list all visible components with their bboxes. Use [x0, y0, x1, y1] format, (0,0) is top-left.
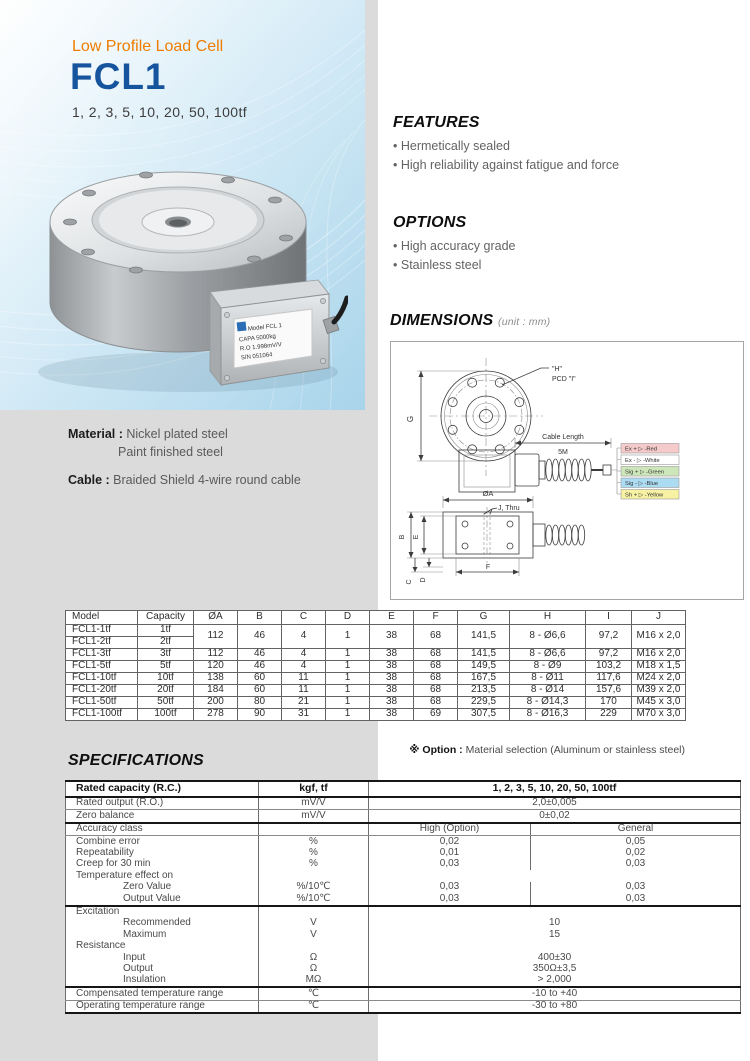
dimension-cell: 68 [414, 685, 458, 697]
spec-row [66, 975, 741, 987]
spec-label-cell: Zero balance [66, 810, 259, 823]
dimension-cell: M18 x 1,5 [632, 661, 686, 673]
spec-row [66, 918, 741, 929]
dimension-cell: 11 [282, 685, 326, 697]
model-cell: FCL1-100tf [66, 709, 138, 721]
spec-value-cell: 400±30 [369, 952, 741, 963]
spec-header-value: 1, 2, 3, 5, 10, 20, 50, 100tf [369, 781, 741, 797]
spec-header-row [66, 781, 741, 797]
spec-value-general-cell: 0,03 [531, 882, 741, 893]
material-value-2: Paint finished steel [118, 445, 223, 460]
spec-value-cell [369, 941, 741, 952]
cable-value: Braided Shield 4-wire round cable [113, 473, 301, 488]
svg-text:D: D [420, 577, 427, 583]
dimension-cell: 97,2 [586, 649, 632, 661]
spec-unit-cell [259, 870, 369, 881]
dimension-cell: 38 [370, 697, 414, 709]
model-table-row [66, 649, 686, 661]
option-item: • Stainless steel [393, 256, 516, 275]
cable [334, 298, 347, 322]
spec-label-cell: Compensated temperature range [66, 987, 259, 1000]
spec-unit-cell: % [259, 836, 369, 848]
dimension-cell: 200 [194, 697, 238, 709]
dimension-cell: 8 - Ø14 [510, 685, 586, 697]
spec-label-cell: Repeatability [76, 847, 134, 858]
spec-row [66, 952, 741, 963]
dimension-cell: 38 [370, 625, 414, 649]
options-list [393, 237, 516, 275]
spec-label-cell: Zero Value [123, 881, 172, 893]
model-table-row [66, 625, 686, 637]
spec-value-cell [369, 906, 741, 918]
svg-text:G: G [406, 415, 415, 423]
dimension-cell: 229,5 [458, 697, 510, 709]
model-table-header-cell: ØA [194, 611, 238, 625]
model-table-header-cell: Model [66, 611, 138, 625]
dimension-cell: 103,2 [586, 661, 632, 673]
dimension-cell: 68 [414, 697, 458, 709]
dimension-cell: 8 - Ø6,6 [510, 649, 586, 661]
spec-value-cell: 350Ω±3,5 [369, 963, 741, 974]
dimension-cell: 46 [238, 649, 282, 661]
spec-value-general-cell: 0,03 [531, 893, 741, 905]
material-block [68, 425, 301, 489]
dimension-cell: 60 [238, 673, 282, 685]
dimension-cell: M45 x 3,0 [632, 697, 686, 709]
model-cell: FCL1-50tf [66, 697, 138, 709]
svg-text:ØA: ØA [482, 489, 494, 498]
dimension-cell: 60 [238, 685, 282, 697]
spec-label-cell: Insulation [66, 975, 259, 987]
spec-value-high-cell: 0,03 [369, 893, 531, 905]
dimension-cell: 38 [370, 661, 414, 673]
svg-text:PCD "I": PCD "I" [552, 376, 576, 383]
dimension-cell: 68 [414, 649, 458, 661]
spec-unit-cell: % [259, 848, 369, 859]
model-cell: FCL1-20tf [66, 685, 138, 697]
feature-item: • High reliability against fatigue and force [393, 156, 619, 175]
svg-text:Sig - ▷ -Blue: Sig - ▷ -Blue [625, 481, 659, 487]
dimension-cell: M16 x 2,0 [632, 625, 686, 649]
spec-row [66, 870, 741, 881]
material-value-1: Nickel plated steel [126, 427, 228, 441]
dimension-cell: 69 [414, 709, 458, 721]
dimension-cell: 184 [194, 685, 238, 697]
dimension-cell: 8 - Ø6,6 [510, 625, 586, 649]
spec-unit-cell: ℃ [259, 987, 369, 1000]
spec-value-cell: 0±0,02 [369, 810, 741, 823]
spec-unit-cell: V [259, 929, 369, 940]
spec-value-high-cell: 0,01 [369, 848, 531, 859]
model-table-header-cell: Capacity [138, 611, 194, 625]
model-cell: FCL1-1tf [66, 625, 138, 637]
spec-value-cell: > 2,000 [369, 975, 741, 987]
spec-row [66, 906, 741, 918]
spec-value-high-cell: 0,03 [369, 882, 531, 893]
dimension-cell: 8 - Ø14,3 [510, 697, 586, 709]
spec-row [66, 848, 741, 859]
dimension-cell: 149,5 [458, 661, 510, 673]
dimension-cell: 38 [370, 673, 414, 685]
spec-label-cell: Resistance [76, 940, 126, 952]
dimension-cell: M24 x 2,0 [632, 673, 686, 685]
capacity-cell: 2tf [138, 637, 194, 649]
model-table-row [66, 661, 686, 673]
spec-header-unit: kgf, tf [259, 781, 369, 797]
product-subtitle: Low Profile Load Cell [72, 38, 224, 55]
dimension-cell: 1 [326, 625, 370, 649]
spec-label-cell: Recommended [123, 917, 191, 929]
capacity-cell: 10tf [138, 673, 194, 685]
dimension-cell: 8 - Ø11 [510, 673, 586, 685]
dimension-cell: 213,5 [458, 685, 510, 697]
product-photo [28, 142, 348, 404]
capacity-cell: 100tf [138, 709, 194, 721]
svg-text:Ex - ▷ -White: Ex - ▷ -White [625, 458, 660, 464]
dimension-cell: 1 [326, 661, 370, 673]
spec-label-cell: Operating temperature range [66, 1000, 259, 1013]
model-table-header-cell: I [586, 611, 632, 625]
dimension-cell: 4 [282, 649, 326, 661]
dimension-cell: 141,5 [458, 649, 510, 661]
dimension-cell: 167,5 [458, 673, 510, 685]
model-table-header-row [66, 611, 686, 625]
model-table-header-cell: H [510, 611, 586, 625]
spec-row [66, 893, 741, 905]
unit-note: (unit : mm) [498, 316, 551, 328]
svg-text:5M: 5M [558, 449, 568, 456]
dimension-cell: M39 x 2,0 [632, 685, 686, 697]
dimension-cell: 120 [194, 661, 238, 673]
capacity-cell: 50tf [138, 697, 194, 709]
spec-row [66, 859, 741, 870]
dimension-cell: 38 [370, 649, 414, 661]
spec-value-high-cell: 0,03 [369, 859, 531, 870]
dimension-cell: 157,6 [586, 685, 632, 697]
spec-value-high-cell: High (Option) [369, 823, 531, 836]
dimension-cell: 68 [414, 625, 458, 649]
capacity-cell: 1tf [138, 625, 194, 637]
svg-text:Ex + ▷ -Red: Ex + ▷ -Red [625, 446, 658, 453]
svg-text:"H": "H" [552, 366, 563, 373]
spec-row [66, 941, 741, 952]
spec-label-cell: Maximum [123, 928, 167, 940]
dimension-cell: 112 [194, 625, 238, 649]
spec-row [66, 963, 741, 974]
model-table-header-cell: C [282, 611, 326, 625]
model-table [65, 610, 686, 721]
dimension-cell: 46 [238, 661, 282, 673]
svg-text:Cable Length: Cable Length [542, 434, 584, 441]
spec-value-cell: 10 [369, 918, 741, 929]
svg-text:C: C [406, 579, 413, 585]
dimension-cell: 31 [282, 709, 326, 721]
spec-label-cell: Excitation [76, 905, 120, 917]
svg-text:J, Thru: J, Thru [498, 505, 520, 512]
model-cell: FCL1-2tf [66, 637, 138, 649]
dimension-cell: 1 [326, 709, 370, 721]
spec-value-cell: 2,0±0,005 [369, 797, 741, 810]
spec-label-cell: Output Value [66, 893, 259, 905]
dimension-cell: 112 [194, 649, 238, 661]
dimension-cell: 11 [282, 673, 326, 685]
model-cell: FCL1-3tf [66, 649, 138, 661]
dimensions-heading: DIMENSIONS (unit : mm) [390, 312, 551, 329]
dimension-cell: M16 x 2,0 [632, 649, 686, 661]
model-table-header-cell: E [370, 611, 414, 625]
model-cell: FCL1-5tf [66, 661, 138, 673]
dimension-cell: 46 [238, 625, 282, 649]
model-table-header-cell: F [414, 611, 458, 625]
material-line [68, 425, 301, 443]
dimension-cell: 97,2 [586, 625, 632, 649]
dimension-cell: 8 - Ø16,3 [510, 709, 586, 721]
hero-panel [0, 0, 365, 410]
material-label: Material : [68, 427, 123, 441]
dimension-cell: 68 [414, 673, 458, 685]
dimension-cell: 1 [326, 697, 370, 709]
spec-unit-cell [259, 906, 369, 918]
spec-unit-cell [259, 823, 369, 836]
product-model-title: FCL1 [70, 56, 167, 97]
dimension-cell: 38 [370, 685, 414, 697]
spec-value-general-cell: 0,05 [531, 836, 741, 848]
spec-row [66, 836, 741, 848]
spec-value-high-cell: 0,02 [369, 836, 531, 848]
svg-text:S/N 051064: S/N 051064 [240, 352, 273, 362]
spec-unit-cell: Ω [259, 952, 369, 963]
dimension-cell: 1 [326, 673, 370, 685]
cable-label: Cable : [68, 473, 110, 488]
specifications-heading: SPECIFICATIONS [68, 752, 204, 769]
spec-label-cell: Input [123, 951, 146, 963]
dimension-cell: 141,5 [458, 625, 510, 649]
spec-label-cell: Temperature effect on [76, 869, 174, 881]
spec-row [66, 823, 741, 836]
model-table-row [66, 697, 686, 709]
model-table-header-cell: B [238, 611, 282, 625]
model-cell: FCL1-10tf [66, 673, 138, 685]
cable-line [68, 471, 301, 489]
option-item: • High accuracy grade [393, 237, 516, 256]
spec-value-general-cell: General [531, 823, 741, 836]
capacity-cell: 3tf [138, 649, 194, 661]
spec-unit-cell [259, 941, 369, 952]
option-note: ※ Option : Material selection (Aluminum or stainless steel) [409, 744, 685, 756]
dimension-cell: M70 x 3,0 [632, 709, 686, 721]
dimension-cell: 80 [238, 697, 282, 709]
dimension-cell: 90 [238, 709, 282, 721]
svg-text:Sh + ▷ -Yellow: Sh + ▷ -Yellow [625, 492, 664, 499]
svg-text:Sig + ▷ -Green: Sig + ▷ -Green [625, 469, 665, 476]
capacity-cell: 5tf [138, 661, 194, 673]
options-heading: OPTIONS [393, 214, 467, 231]
svg-text:B: B [399, 534, 406, 540]
spec-value-cell: -30 to +80 [369, 1000, 741, 1013]
dimension-cell: 117,6 [586, 673, 632, 685]
dimension-cell: 1 [326, 685, 370, 697]
dimension-cell: 38 [370, 709, 414, 721]
svg-text:E: E [413, 534, 420, 540]
dimension-cell: 21 [282, 697, 326, 709]
spec-value-cell: 15 [369, 929, 741, 940]
svg-text:CAPA 5000kg: CAPA 5000kg [238, 333, 277, 344]
dimension-cell: 68 [414, 661, 458, 673]
spec-label-cell: Rated output (R.O.) [66, 797, 259, 810]
dimension-cell: 307,5 [458, 709, 510, 721]
model-table-header-cell: G [458, 611, 510, 625]
features-list [393, 137, 619, 175]
spec-unit-cell: mV/V [259, 810, 369, 823]
dimensions-diagram [390, 341, 744, 600]
spec-row [66, 882, 741, 893]
dimension-cell: 1 [326, 649, 370, 661]
spec-value-general-cell: 0,02 [531, 848, 741, 859]
dimension-cell: 4 [282, 625, 326, 649]
spec-row [66, 810, 741, 823]
dimension-cell: 8 - Ø9 [510, 661, 586, 673]
spec-unit-cell: MΩ [259, 975, 369, 987]
specifications-table [65, 780, 741, 1014]
spec-value-cell: -10 to +40 [369, 987, 741, 1000]
spec-label-cell: Combine error [76, 835, 140, 847]
svg-text:Model FCL 1: Model FCL 1 [247, 323, 283, 333]
spec-row [66, 797, 741, 810]
model-table-row [66, 709, 686, 721]
model-table-header-cell: J [632, 611, 686, 625]
capacity-range: 1, 2, 3, 5, 10, 20, 50, 100tf [72, 104, 248, 120]
dimension-cell: 138 [194, 673, 238, 685]
spec-unit-cell: % [259, 859, 369, 870]
spec-label-cell: Accuracy class [66, 823, 259, 836]
dimension-cell: 4 [282, 661, 326, 673]
spec-value-general-cell: 0,03 [531, 859, 741, 870]
dimension-cell: 278 [194, 709, 238, 721]
spec-unit-cell: Ω [259, 963, 369, 974]
dimension-cell: 229 [586, 709, 632, 721]
model-table-row [66, 673, 686, 685]
spec-row [66, 1000, 741, 1013]
model-table-header-cell: D [326, 611, 370, 625]
spec-label-cell: Creep for 30 min [76, 858, 151, 870]
spec-unit-cell: ℃ [259, 1000, 369, 1013]
model-table-row [66, 685, 686, 697]
svg-text:R.O 1.998mV/V: R.O 1.998mV/V [239, 342, 283, 353]
spec-row [66, 987, 741, 1000]
spec-unit-cell: %/10℃ [259, 893, 369, 905]
spec-header-label: Rated capacity (R.C.) [66, 781, 259, 797]
spec-label-cell: Output [123, 962, 154, 974]
spec-row [66, 929, 741, 940]
spec-unit-cell: V [259, 918, 369, 929]
features-heading: FEATURES [393, 114, 480, 131]
capacity-cell: 20tf [138, 685, 194, 697]
svg-text:F: F [485, 564, 491, 571]
feature-item: • Hermetically sealed [393, 137, 619, 156]
spec-unit-cell: %/10℃ [259, 882, 369, 893]
spec-unit-cell: mV/V [259, 797, 369, 810]
dimension-cell: 170 [586, 697, 632, 709]
spec-value-cell [369, 870, 741, 881]
